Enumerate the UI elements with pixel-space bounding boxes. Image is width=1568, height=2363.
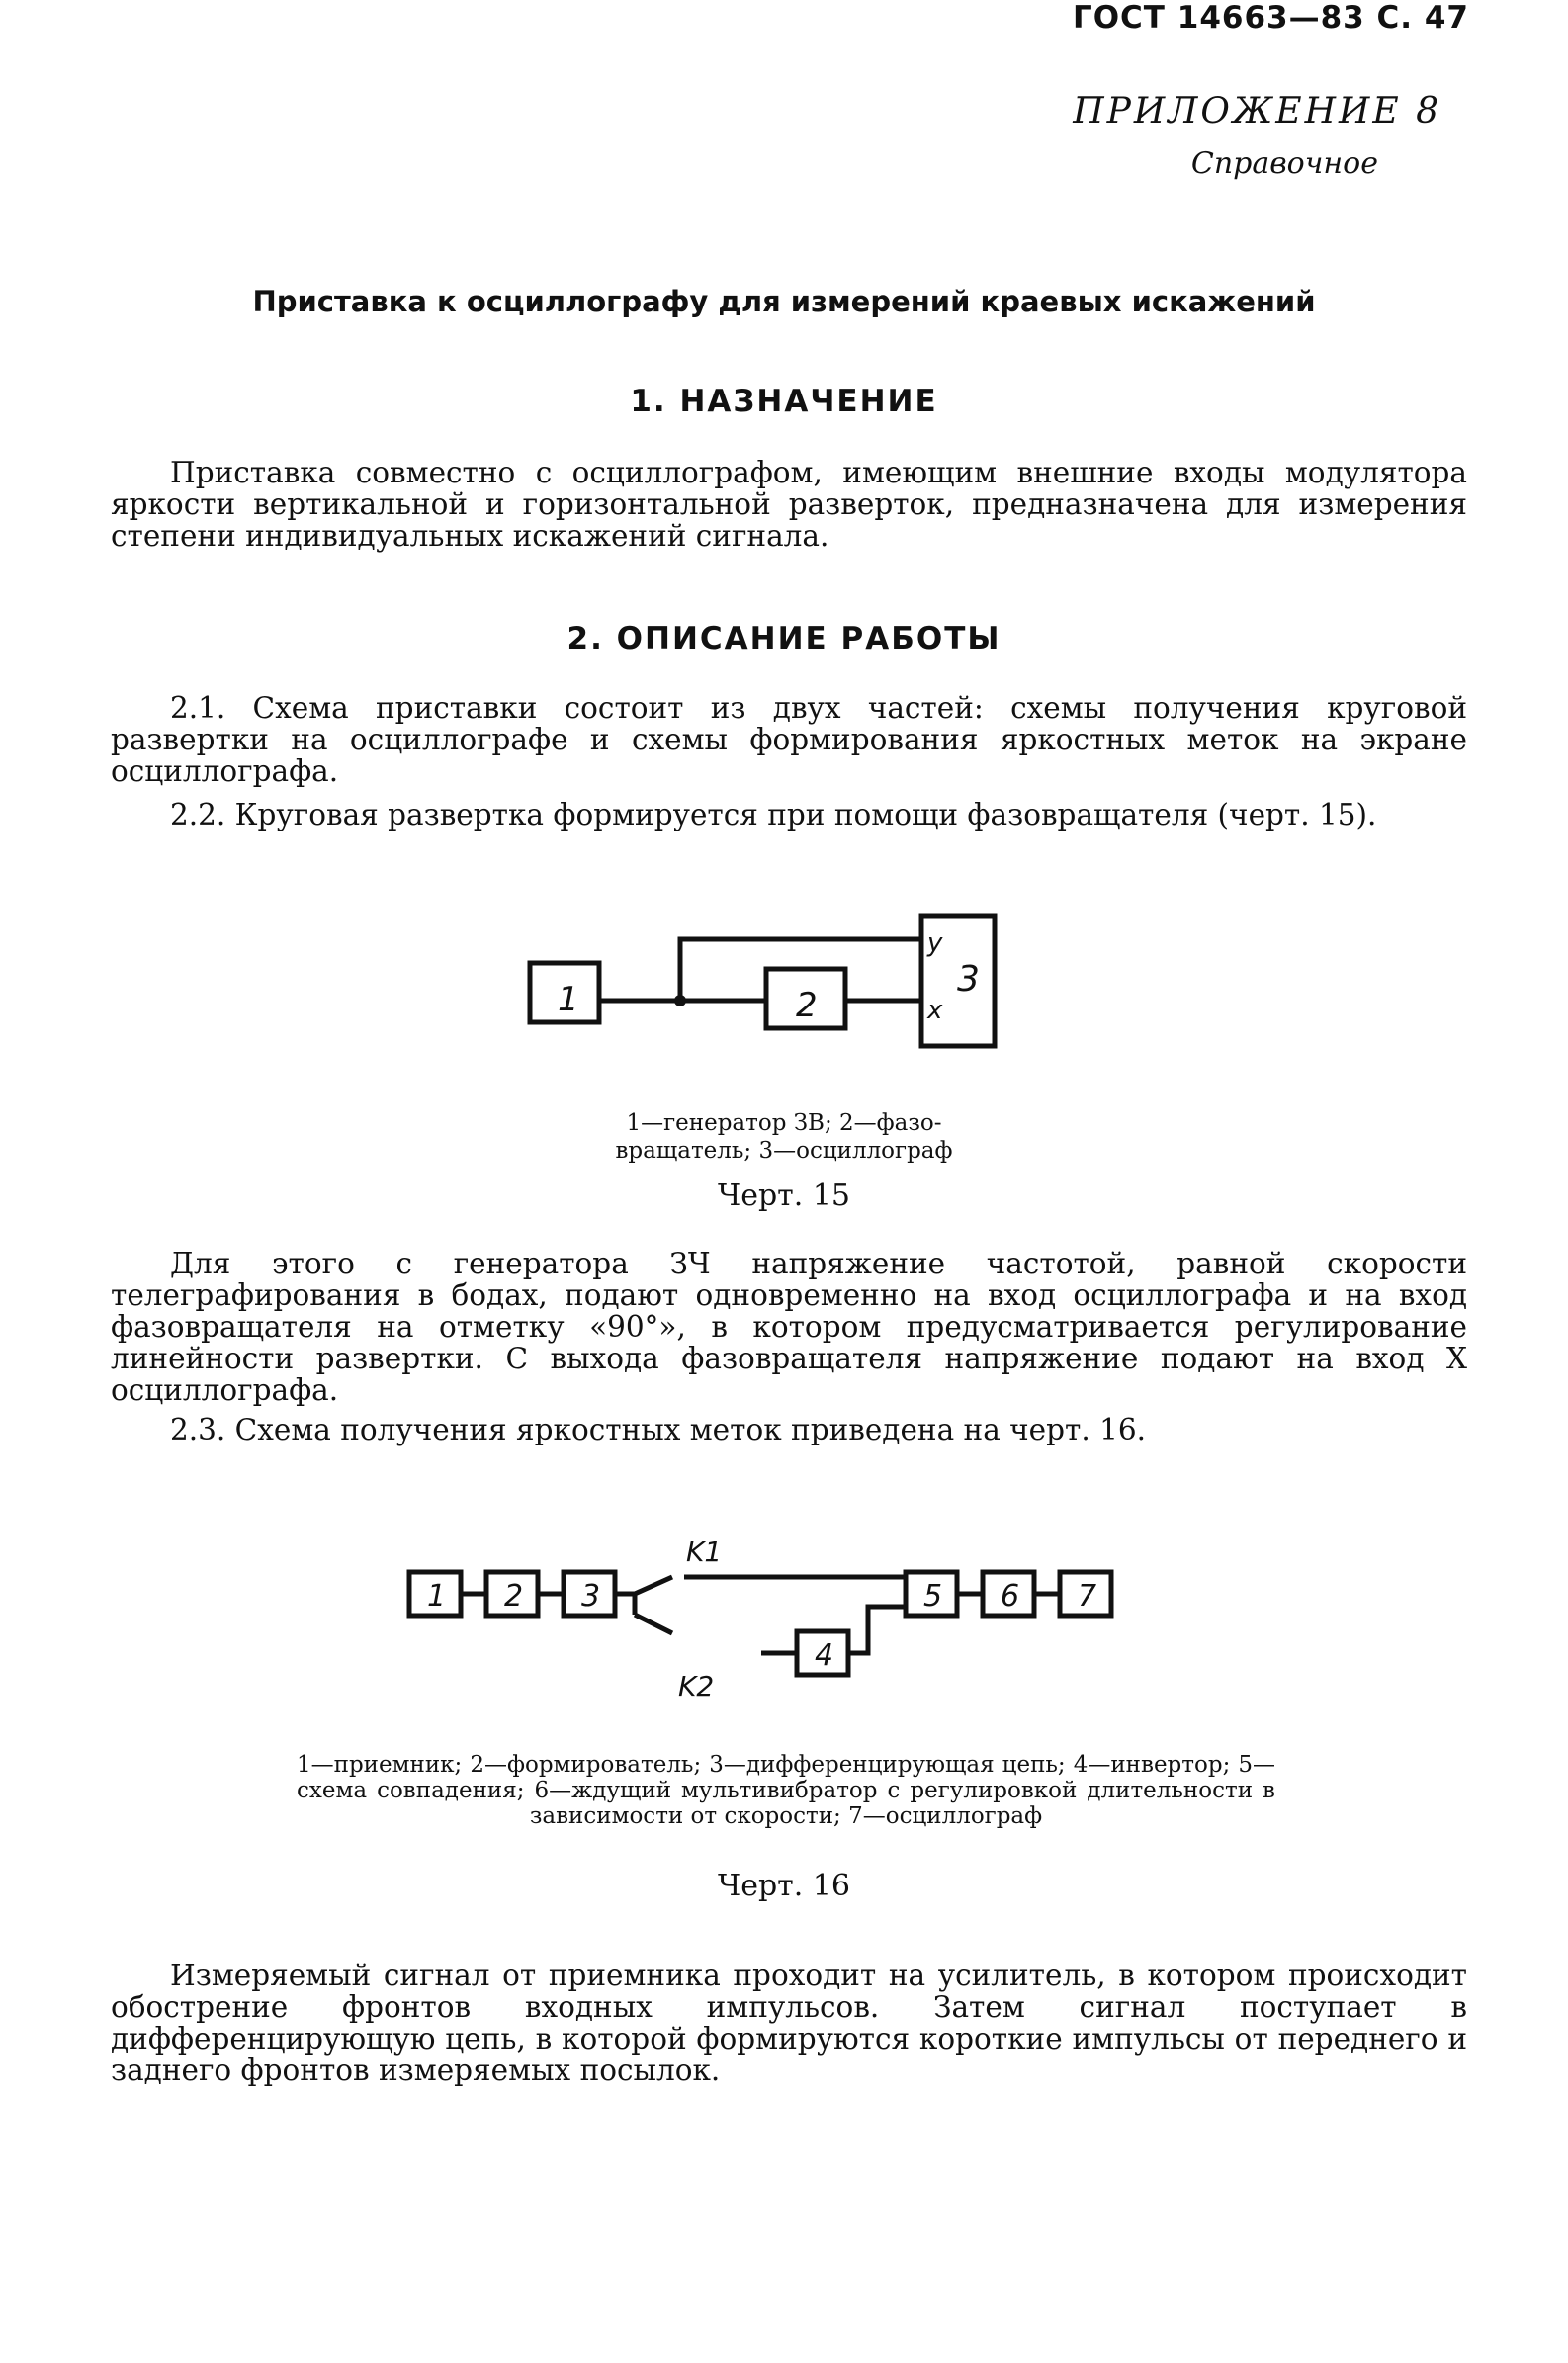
fig16-label-4: 4 xyxy=(815,1638,834,1673)
appendix-type: Справочное xyxy=(1190,146,1378,181)
fig16-switch-k2: K2 xyxy=(678,1670,715,1703)
fig16-label: Черт. 16 xyxy=(718,1869,850,1903)
fig15-caption-line2: вращатель; 3—осциллограф xyxy=(615,1138,953,1164)
document-title: Приставка к осциллографу для измерений краевых искажений xyxy=(252,285,1316,318)
fig16-label-6: 6 xyxy=(1001,1579,1020,1614)
fig16-label-3: 3 xyxy=(581,1579,601,1614)
appendix-label: ПРИЛОЖЕНИЕ 8 xyxy=(1073,91,1441,131)
figure-16-diagram xyxy=(405,1537,1176,1710)
fig15-label-3: 3 xyxy=(957,959,980,1000)
paragraph-final: Измеряемый сигнал от приемника проходит на усилитель, в котором происходит обострение фронтов входных импульсов. Затем сигнал поступает в дифференцирующую цепь, в которой формируются короткие импульсы от переднего и заднего фронтов измеряемых посылок. xyxy=(111,1959,1467,2087)
figure-15-diagram xyxy=(514,900,1008,1058)
fig15-input-y: y xyxy=(927,928,943,958)
fig15-caption-line1: 1—генератор ЗВ; 2—фазо- xyxy=(626,1110,942,1136)
fig15-label: Черт. 15 xyxy=(718,1179,850,1213)
section-heading-purpose: 1. НАЗНАЧЕНИЕ xyxy=(630,384,938,419)
switch-k1-blade xyxy=(635,1577,672,1594)
fig16-switch-k1: K1 xyxy=(686,1537,723,1568)
paragraph-2-1: 2.1. Схема приставки состоит из двух частей: схемы получения круговой развертки на осциллографе и схемы формирования яркостных меток на экране осциллографа. xyxy=(111,691,1467,788)
fig15-input-x: x xyxy=(927,996,943,1025)
fig16-label-2: 2 xyxy=(504,1579,524,1614)
paragraph-2-2: 2.2. Круговая развертка формируется при помощи фазовращателя (черт. 15). xyxy=(170,798,1377,831)
fig15-junction-dot xyxy=(674,995,686,1006)
fig16-label-1: 1 xyxy=(427,1579,447,1614)
fig16-caption: 1—приемник; 2—формирователь; 3—дифференцирующая цепь; 4—инвертор; 5—схема совпадения; 6—ждущий мультивибратор с регулировкой длительности в зависимости от скорости; 7—осциллограф xyxy=(297,1752,1275,1829)
fig15-label-2: 2 xyxy=(796,986,818,1025)
section-heading-operation: 2. ОПИСАНИЕ РАБОТЫ xyxy=(566,621,1002,656)
fig16-label-5: 5 xyxy=(923,1579,943,1614)
page-header-ref: ГОСТ 14663—83 С. 47 xyxy=(1072,0,1469,36)
switch-k2-blade xyxy=(635,1615,672,1633)
paragraph-after-fig15: Для этого с генератора ЗЧ напряжение частотой, равной скорости телеграфирования в бодах, подают одновременно на вход осциллографа и на вход фазовращателя на отметку «90°», в котором предусматривается регулирование линейности развертки. С выхода фазовращателя напряжение подают на вход X осциллографа. xyxy=(111,1247,1467,1407)
paragraph-purpose: Приставка совместно с осциллографом, имеющим внешние входы модулятора яркости вертикальной и горизонтальной разверток, предназначена для измерения степени индивидуальных искажений сигнала. xyxy=(111,456,1467,553)
fig15-label-1: 1 xyxy=(558,980,579,1019)
fig16-label-7: 7 xyxy=(1078,1579,1097,1614)
paragraph-2-3: 2.3. Схема получения яркостных меток приведена на черт. 16. xyxy=(170,1413,1147,1446)
